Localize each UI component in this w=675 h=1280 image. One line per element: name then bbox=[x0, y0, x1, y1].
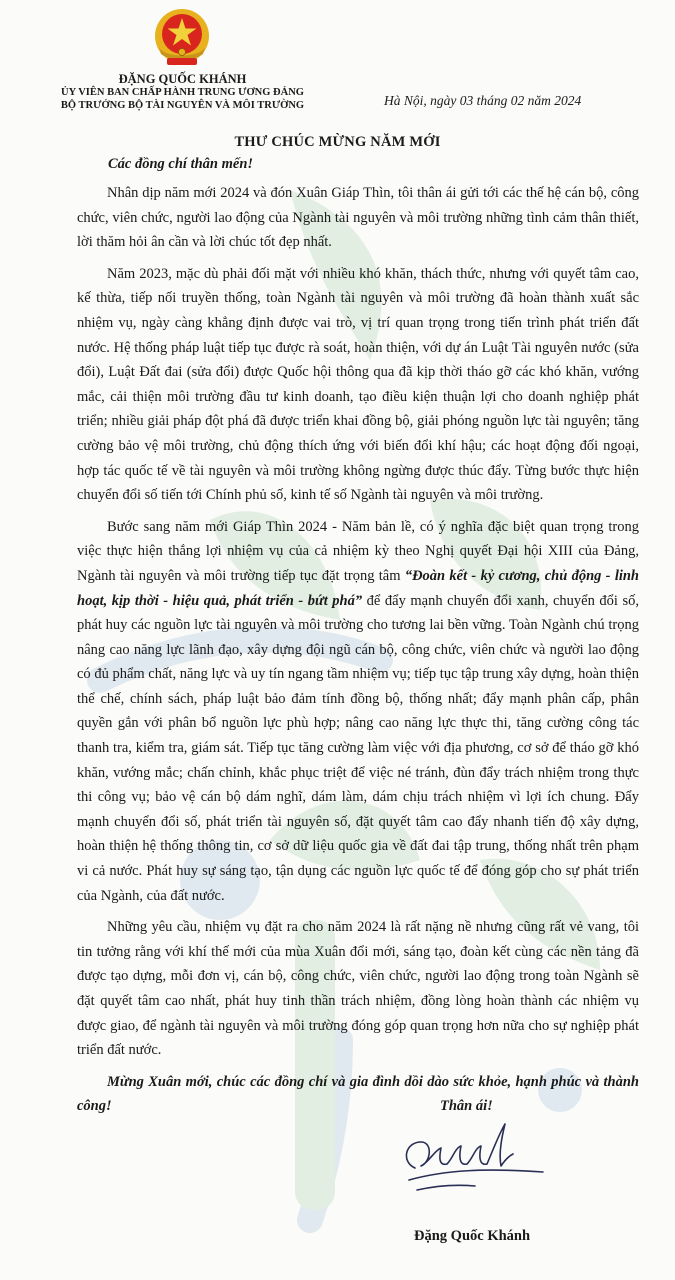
issuer-block bbox=[40, 72, 325, 112]
motto: “Đoàn kết - kỷ cương, chủ động - linh hoạt, kịp thời - hiệu quả, phát triển - bứt phá” bbox=[77, 567, 639, 609]
paragraph-3-start: Bước sang năm mới Giáp Thìn 2024 - Năm bản lề, có ý nghĩa đặc biệt quan trọng trong việc thực hiện thắng lợi nhiệm vụ của cả nhiệm kỳ theo Nghị quyết Đại hội XIII của Đảng, Ngành tài nguyên và môi trường tiếp tục đặt trọng tâm bbox=[77, 518, 639, 584]
paragraph-4: Những yêu cầu, nhiệm vụ đặt ra cho năm 2024 là rất nặng nề nhưng cũng rất vẻ vang, tôi tin tưởng rằng với khí thế mới của mùa Xuân đổi mới, sáng tạo, đoàn kết cùng các nền tảng đã được tạo dựng, mỗi đơn vị, cán bộ, công chức, viên chức, người lao động trong toàn Ngành sẽ đặt quyết tâm cao nhất, phát huy tinh thần trách nhiệm, đồng lòng hoàn thành các nhiệm vụ được giao, để ngành tài nguyên và môi trường đóng góp quan trọng hơn nữa cho sự nghiệp phát triển đất nước. bbox=[77, 919, 639, 1059]
author-name: ĐẶNG QUỐC KHÁNH bbox=[118, 72, 247, 86]
paragraph-1: Nhân dịp năm mới 2024 và đón Xuân Giáp Thìn, tôi thân ái gửi tới các thế hệ cán bộ, công chức, viên chức, người lao động của Ngành tài nguyên và môi trường những tình cảm thân thiết, lời thăm hỏi ân cần và lời chúc tốt đẹp nhất. bbox=[77, 185, 639, 251]
paragraph-3-end: để đẩy mạnh chuyển đổi xanh, chuyển đổi số, phát huy các nguồn lực tài nguyên và môi trường cho tương lai bền vững. Toàn Ngành chú trọng nâng cao năng lực lãnh đạo, xây dựng đội ngũ cán bộ, công chức, viên chức và người lao động có đủ phẩm chất, năng lực và uy tín ngang tầm nhiệm vụ; tiếp tục tập trung xây dựng, hoàn thiện thể chế, chính sách, pháp luật bảo đảm tính đồng bộ, thống nhất; đẩy mạnh phân cấp, phân quyền gắn với phân bổ nguồn lực phù hợp; nâng cao năng lực thực thi, tăng cường công tác thanh tra, kiểm tra, giám sát. Tiếp tục tăng cường làm việc với địa phương, cơ sở để tháo gỡ khó khăn, vướng mắc; chấn chỉnh, khắc phục triệt để việc né tránh, đùn đẩy trách nhiệm trong thực thi công vụ; bảo vệ cán bộ dám nghĩ, dám làm, dám chịu trách nhiệm vì lợi ích chung. Đẩy mạnh chuyển đổi số, phát triển tài nguyên số, đặt quyết tâm cao đẩy nhanh tiến độ xây dựng, hoàn thiện hệ thống thông tin, cơ sở dữ liệu quốc gia về đất đai tập trung, thống nhất trên phạm vi cả nước. Phát huy sự sáng tạo, tận dụng các nguồn lực quốc tế để đóng góp cho sự phát triển của Ngành, của đất nước. bbox=[77, 592, 639, 904]
letter-date: Hà Nội, ngày 03 tháng 02 năm 2024 bbox=[384, 93, 582, 108]
letter-title: THƯ CHÚC MỪNG NĂM MỚI bbox=[234, 134, 441, 150]
paragraph-3 bbox=[77, 515, 639, 909]
national-emblem-icon bbox=[153, 8, 211, 68]
author-position-party: ỦY VIÊN BAN CHẤP HÀNH TRUNG ƯƠNG ĐẢNG bbox=[61, 87, 304, 98]
signer-name: Đặng Quốc Khánh bbox=[414, 1228, 531, 1244]
letter-body bbox=[77, 181, 639, 1126]
handwritten-signature bbox=[395, 1120, 545, 1215]
paragraph-2: Năm 2023, mặc dù phải đối mặt với nhiều khó khăn, thách thức, nhưng với quyết tâm cao, kế thừa, tiếp nối truyền thống, toàn Ngành tài nguyên và môi trường đã hoàn thành xuất sắc nhiệm vụ, ngày càng khẳng định được vai trò, vị trí quan trọng trong tiến trình phát triển đất nước. Hệ thống pháp luật tiếp tục được rà soát, hoàn thiện, với dự án Luật Tài nguyên nước (sửa đổi), Luật Đất đai (sửa đổi) được Quốc hội thông qua đã kịp thời tháo gỡ các khó khăn, vướng mắc, cải thiện môi trường đầu tư kinh doanh, tạo điều kiện thuận lợi cho doanh nghiệp phát triển; nhiều giải pháp đột phá đã được triển khai đồng bộ, giải phóng nguồn lực tài nguyên; tăng cường bảo vệ môi trường, chủ động thích ứng với biến đổi khí hậu; các hoạt động đối ngoại, hợp tác quốc tế về tài nguyên và môi trường không ngừng được thúc đẩy. Từng bước thực hiện chuyển đổi số tiến tới Chính phủ số, kinh tế số Ngành tài nguyên và môi trường. bbox=[77, 265, 639, 504]
closing-wish: Mừng Xuân mới, chúc các đồng chí và gia đình dồi dào sức khỏe, hạnh phúc và thành công! bbox=[77, 1073, 639, 1115]
author-position-ministry: BỘ TRƯỞNG BỘ TÀI NGUYÊN VÀ MÔI TRƯỜNG bbox=[60, 100, 305, 111]
valediction: Thân ái! bbox=[440, 1098, 493, 1114]
salutation: Các đồng chí thân mến! bbox=[108, 156, 254, 172]
